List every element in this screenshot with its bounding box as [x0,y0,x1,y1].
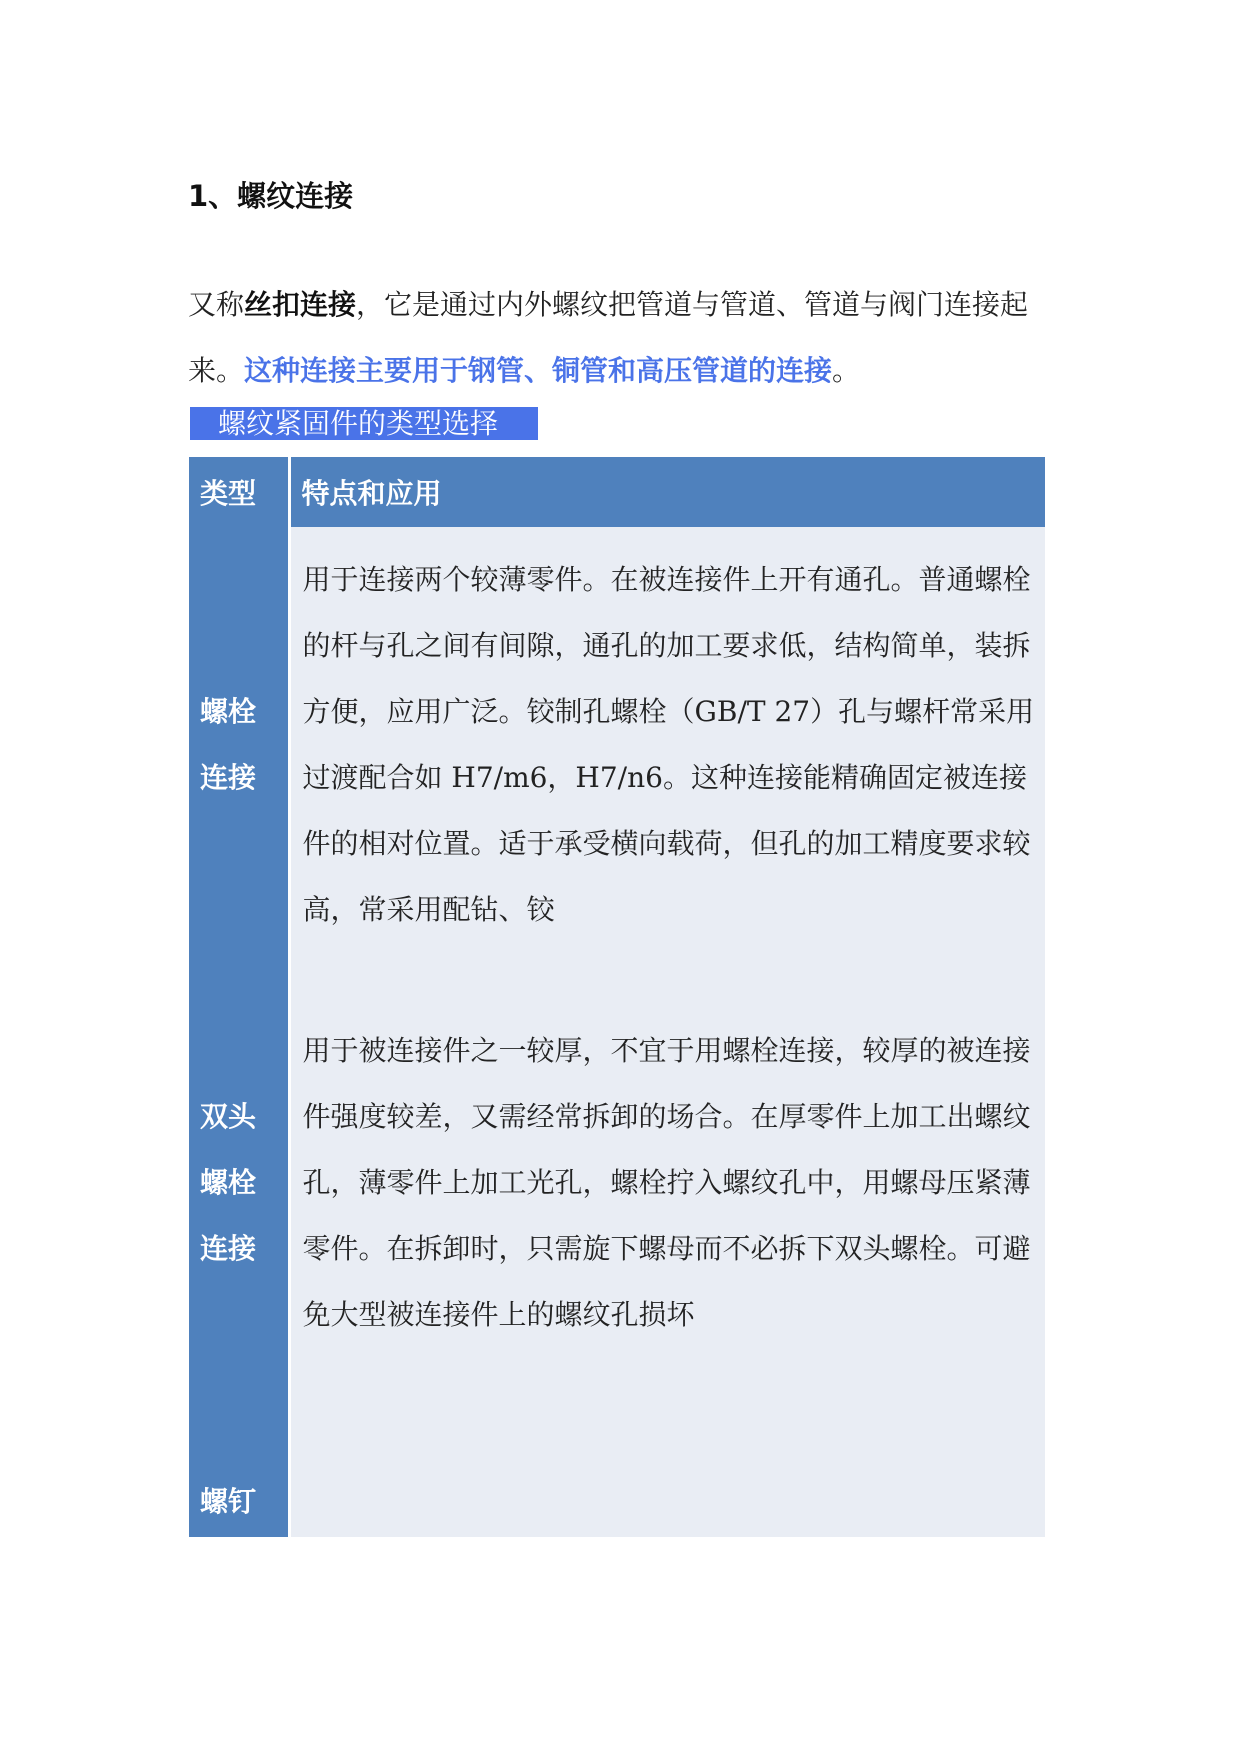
intro-paragraph [188,272,1058,404]
section-heading: 1、螺纹连接 [188,179,354,213]
intro-bold-term: 丝扣连接 [244,288,357,321]
table-row [189,963,1045,1403]
intro-prefix: 又称 [188,288,245,321]
type-line: 螺栓 [200,695,257,728]
type-line: 连接 [200,761,257,794]
intro-middle: ，它是通过内外螺纹把管道与管道、管道与阀门连接起来。 [188,288,1029,387]
row-description [289,1403,1045,1537]
row-type-cell [189,1403,289,1537]
header-type: 类型 [189,457,289,527]
intro-suffix: 。 [832,354,861,387]
fastener-type-table [189,457,1045,1537]
header-features: 特点和应用 [289,457,1045,527]
table-header-row [189,457,1045,527]
row-description: 用于被连接件之一较厚，不宜于用螺栓连接，较厚的被连接件强度较差，又需经常拆卸的场合。在厚零件上加工出螺纹孔，薄零件上加工光孔，螺栓拧入螺纹孔中，用螺母压紧薄零件。在拆卸时，只需旋下螺母而不必拆下双头螺栓。可避免大型被连接件上的螺纹孔损坏 [289,963,1045,1403]
row-type-cell [189,527,289,963]
type-line: 连接 [200,1232,257,1265]
type-line: 螺钉 [200,1485,257,1518]
type-line: 双头 [200,1100,257,1133]
table-row [189,1403,1045,1537]
intro-highlight: 这种连接主要用于钢管、铜管和高压管道的连接 [244,354,833,387]
row-type-cell [189,963,289,1403]
table-caption: 螺纹紧固件的类型选择 [190,407,538,440]
type-line: 螺栓 [200,1166,257,1199]
table-row [189,527,1045,963]
row-description: 用于连接两个较薄零件。在被连接件上开有通孔。普通螺栓的杆与孔之间有间隙，通孔的加工要求低，结构简单，装拆方便，应用广泛。铰制孔螺栓（GB/T 27）孔与螺杆常采用过渡配合如 H7/m6，H7/n6。这种连接能精确固定被连接件的相对位置。适于承受横向载荷，但孔的加工精度要求较高，常采用配钻、铰 [289,527,1045,963]
